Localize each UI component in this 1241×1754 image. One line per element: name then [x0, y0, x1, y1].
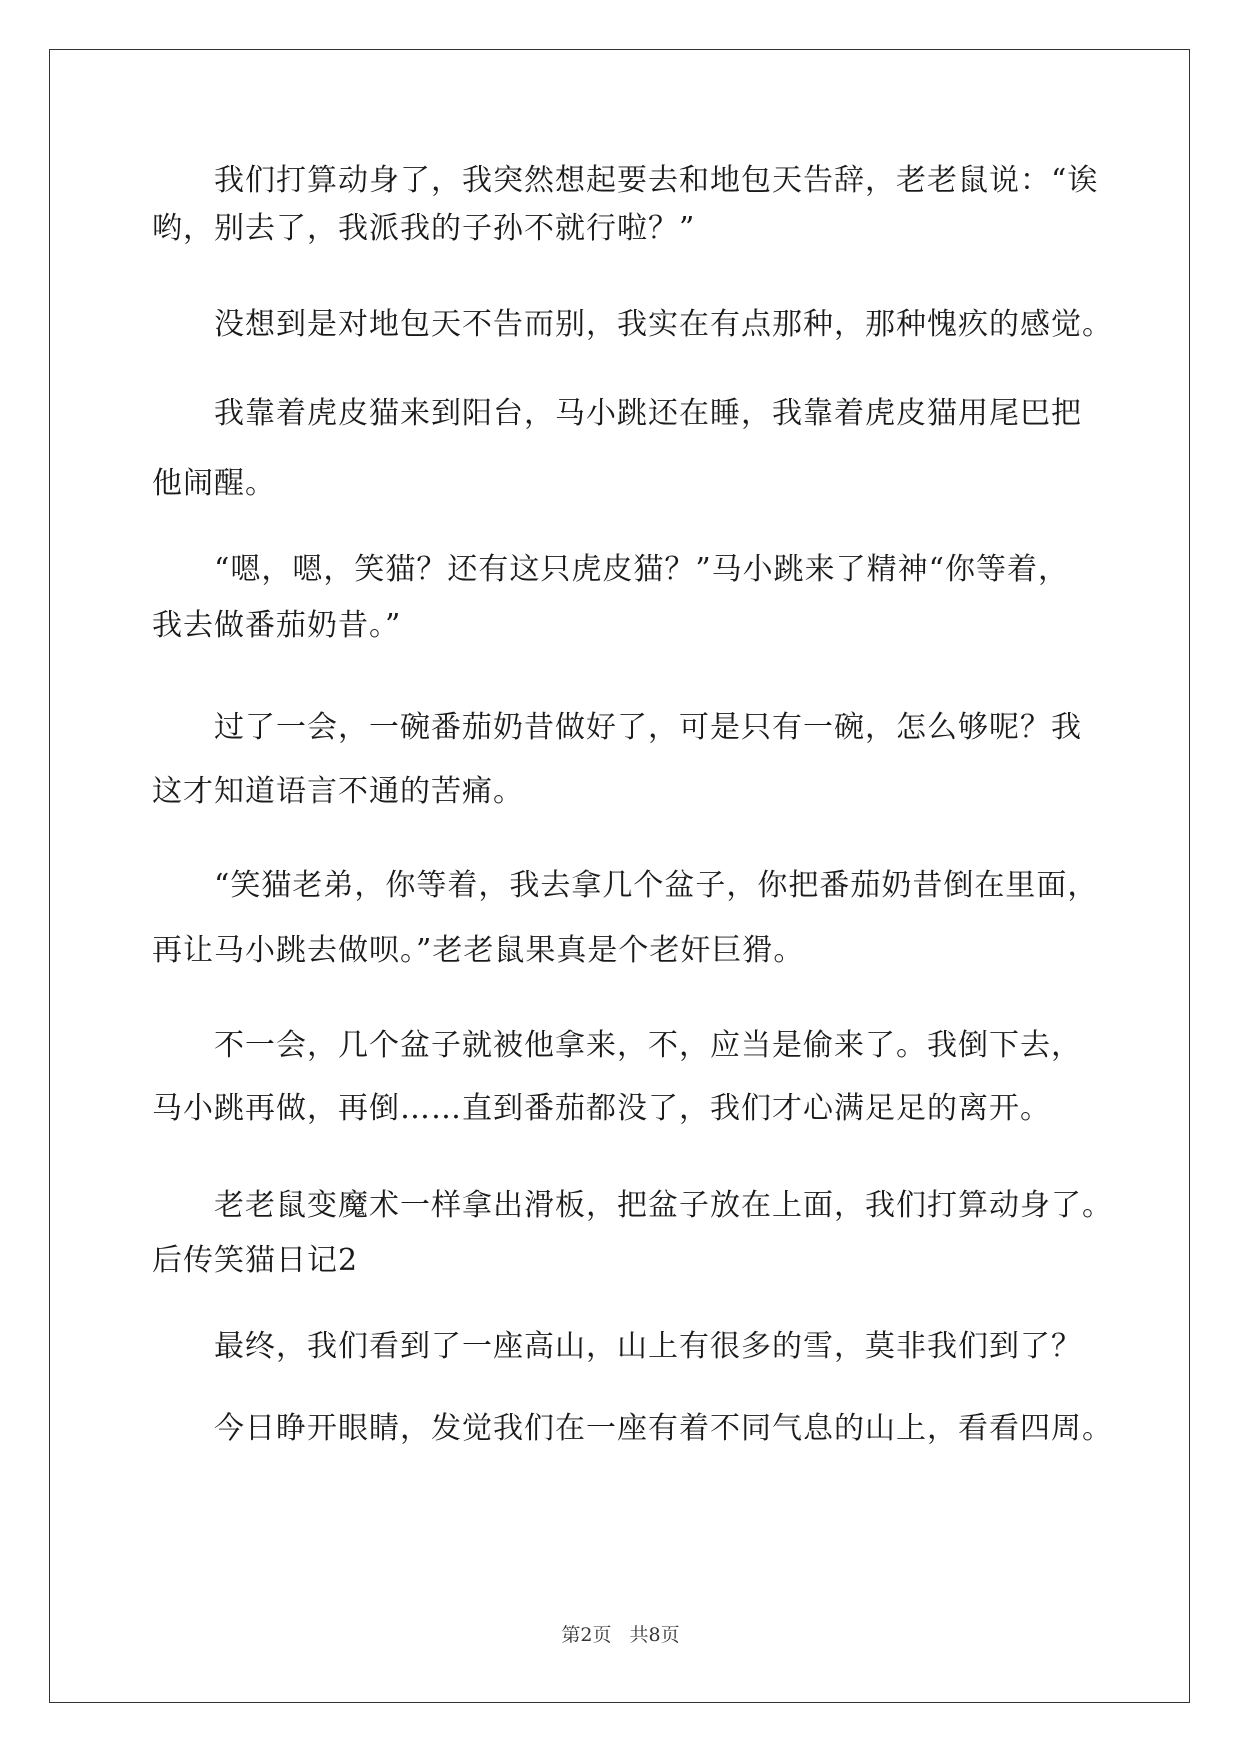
text-line: 再让马小跳去做呗。”老老鼠果真是个老奸巨猾。	[152, 933, 805, 968]
page-number: 第2页	[561, 1624, 612, 1646]
text-line: 不一会，几个盆子就被他拿来，不，应当是偷来了。我倒下去，	[152, 1028, 1082, 1063]
text-line: 这才知道语言不通的苦痛。	[152, 774, 524, 809]
text-line: 最终，我们看到了一座高山，山上有很多的雪，莫非我们到了？	[152, 1329, 1082, 1364]
section-heading: 后传笑猫日记2	[152, 1243, 359, 1278]
text-line: “嗯，嗯，笑猫？还有这只虎皮猫？”马小跳来了精神“你等着，	[152, 552, 1070, 587]
text-line: 哟，别去了，我派我的子孙不就行啦？”	[152, 211, 696, 246]
text-line: “笑猫老弟，你等着，我去拿几个盆子，你把番茄奶昔倒在里面，	[152, 868, 1099, 903]
text-line: 没想到是对地包天不告而别，我实在有点那种，那种愧疚的感觉。	[152, 307, 1113, 342]
text-line: 他闹醒。	[152, 466, 276, 501]
text-line: 我靠着虎皮猫来到阳台，马小跳还在睡，我靠着虎皮猫用尾巴把	[152, 396, 1082, 431]
text-line: 马小跳再做，再倒……直到番茄都没了，我们才心满足足的离开。	[152, 1091, 1051, 1126]
page-footer	[0, 1620, 1241, 1647]
text-line: 我们打算动身了，我突然想起要去和地包天告辞，老老鼠说：“诶	[152, 163, 1099, 198]
page-total: 共8页	[629, 1624, 680, 1646]
text-line: 今日睁开眼睛，发觉我们在一座有着不同气息的山上，看看四周。	[152, 1411, 1113, 1446]
text-line: 过了一会，一碗番茄奶昔做好了，可是只有一碗，怎么够呢？我	[152, 710, 1082, 745]
text-line: 老老鼠变魔术一样拿出滑板，把盆子放在上面，我们打算动身了。	[152, 1188, 1113, 1223]
text-line: 我去做番茄奶昔。”	[152, 608, 402, 643]
